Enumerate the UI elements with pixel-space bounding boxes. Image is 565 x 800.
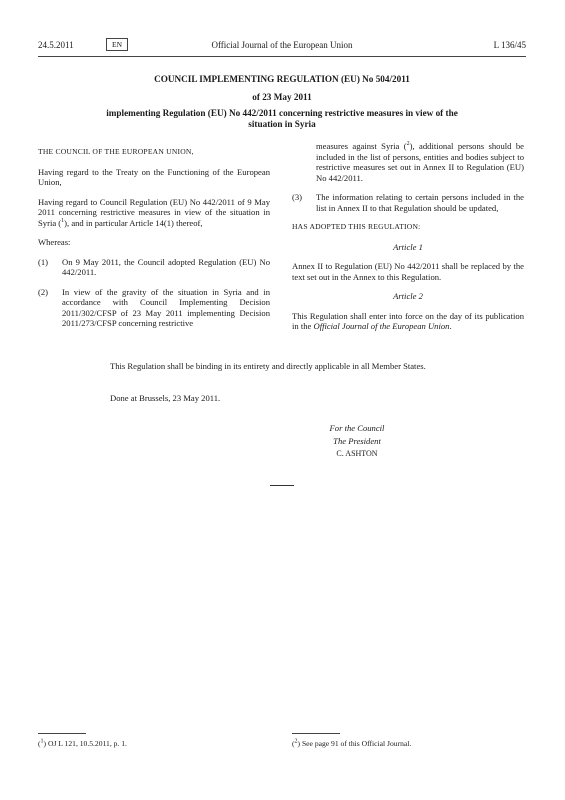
article-1-heading: Article 1: [393, 241, 423, 252]
done-at: Done at Brussels, 23 May 2011.: [110, 393, 221, 403]
regulation-title: COUNCIL IMPLEMENTING REGULATION (EU) No 504/2011: [154, 74, 410, 84]
language-badge: EN: [106, 38, 128, 51]
footnote-rule-right: [292, 733, 340, 734]
footnote-2: ($^2$) See page 91 of this Official Journal.: [292, 738, 412, 748]
recital-text: The information relating to certain persons included in the list in Annex II to that Regulation should be updated,: [316, 192, 524, 213]
article-1-text: Annex II to Regulation (EU) No 442/2011 shall be replaced by the text set out in the Annex to this Regulation.: [292, 261, 524, 282]
recital-number: (1): [38, 256, 49, 267]
regulation-subject-line2: situation in Syria: [248, 119, 316, 129]
having-regard-regulation: Having regard to Council Regulation (EU) No 442/2011 of 9 May 2011 concerning restrictive measures in view of the situation in Syria ($^1$), and in particular Article 14(1) thereof,: [38, 196, 270, 228]
footnote-1: ($^1$) OJ L 121, 10.5.2011, p. 1.: [38, 738, 127, 748]
header-rule: [38, 56, 526, 57]
for-the-council: For the Council: [329, 423, 385, 433]
recital-2: [38, 287, 270, 329]
having-regard-treaty: Having regard to the Treaty on the Functioning of the European Union,: [38, 166, 270, 187]
signatory-name: C. ASHTON: [336, 449, 378, 458]
article-2-heading: Article 2: [393, 291, 423, 301]
recital-2-continuation: measures against Syria ($^2$), additional persons should be included in the list of persons, entities and bodies subject to restrictive measures set out in Annex II to Regulation (EU) No 442/2011.: [316, 141, 524, 183]
journal-name: Official Journal of the European Union: [211, 40, 353, 50]
left-column: [38, 147, 270, 338]
recital-number: (2): [38, 286, 49, 297]
whereas-label: Whereas:: [38, 237, 71, 247]
recital-1: [38, 257, 270, 278]
article-2-text: This Regulation shall enter into force on the day of its publication in the Official Journal of the European Union.: [292, 310, 524, 331]
the-president: The President: [333, 436, 381, 446]
end-rule: [270, 485, 294, 486]
recital-text: On 9 May 2011, the Council adopted Regulation (EU) No 442/2011.: [62, 256, 270, 277]
right-column: [292, 141, 524, 341]
recital-3: [292, 192, 524, 213]
recital-number: (3): [292, 192, 303, 202]
regulation-subject-line1: implementing Regulation (EU) No 442/2011 concerning restrictive measures in view of the: [106, 108, 458, 118]
page-reference: L 136/45: [493, 40, 526, 50]
binding-statement: This Regulation shall be binding in its entirety and directly applicable in all Member States.: [110, 361, 426, 371]
footnote-rule-left: [38, 733, 86, 734]
adopted-heading: HAS ADOPTED THIS REGULATION:: [292, 222, 421, 231]
recital-text: In view of the gravity of the situation in Syria and in accordance with Council Implementing Decision 2011/302/CFSP of 23 May 2011 implementing Decision 2011/273/CFSP concerning restrictive: [62, 286, 270, 328]
regulation-date: of 23 May 2011: [252, 92, 312, 102]
council-heading: THE COUNCIL OF THE EUROPEAN UNION,: [38, 147, 194, 156]
footnote-ref-2: 2: [406, 141, 410, 148]
footnote-ref-1: 1: [61, 217, 65, 224]
header-date: 24.5.2011: [38, 40, 74, 50]
